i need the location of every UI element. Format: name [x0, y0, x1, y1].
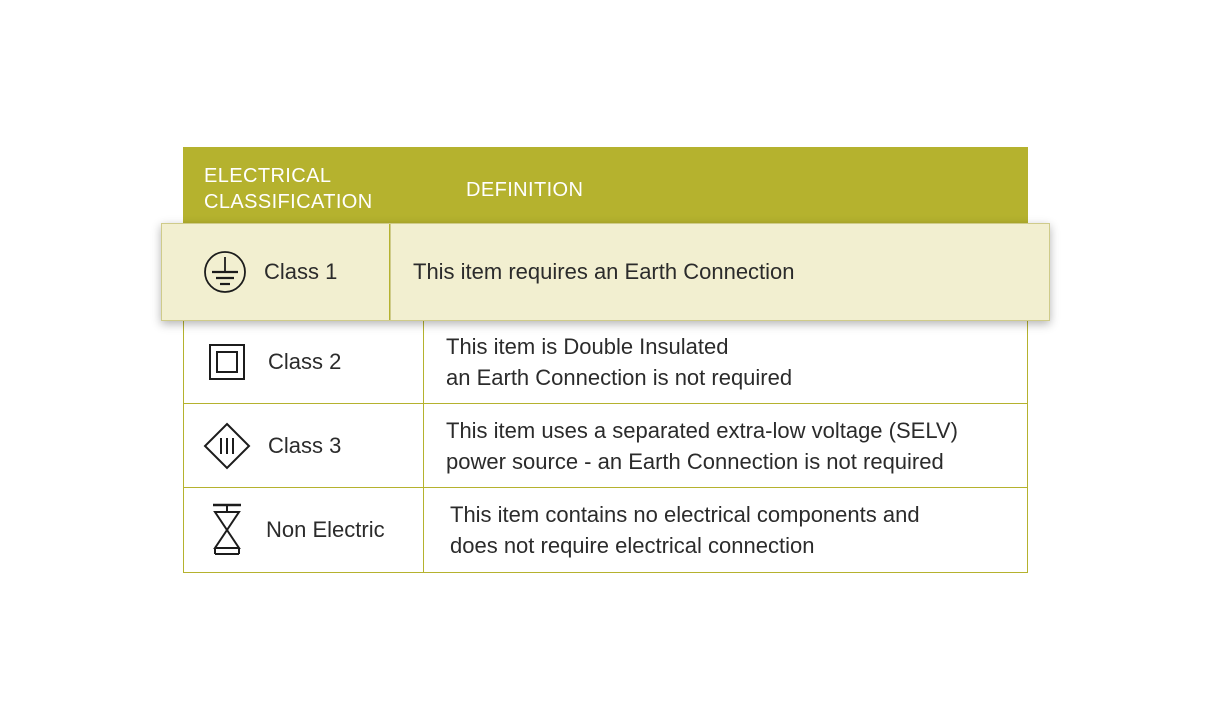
table-row[interactable] [184, 321, 1027, 404]
definition-line: This item contains no electrical components and [450, 502, 920, 527]
table-row[interactable] [161, 223, 1050, 321]
row-definition-cell [391, 247, 1049, 297]
definition-line: an Earth Connection is not required [446, 365, 793, 390]
table-body [183, 321, 1028, 573]
row-definition-cell [424, 321, 1027, 403]
selv-diamond-symbol-icon [198, 421, 256, 471]
table-header-electrical-classification [183, 147, 445, 223]
earth-ground-symbol-icon [198, 248, 252, 296]
definition-line: This item is Double Insulated [446, 334, 729, 359]
row-classification-cell [184, 488, 424, 572]
non-electric-hourglass-symbol-icon [198, 500, 256, 560]
definition-line: power source - an Earth Connection is not required [446, 448, 944, 474]
row-classification-cell [184, 404, 424, 487]
electrical-classification-table [183, 147, 1028, 573]
row-definition-cell [424, 489, 1027, 571]
row-classification-cell [184, 321, 424, 403]
row-class-label: Class 1 [264, 259, 338, 284]
definition-line: This item uses a separated extra-low voltage (SELV) [446, 417, 958, 443]
table-header-row [183, 147, 1028, 223]
header-label-definition: DEFINITION [466, 179, 584, 201]
table-row[interactable] [184, 404, 1027, 488]
table-row[interactable] [184, 488, 1027, 572]
row-class-label: Non Electric [266, 517, 385, 542]
definition-line: does not require electrical connection [450, 533, 815, 558]
row-classification-cell [162, 224, 390, 320]
header-label-line1: ELECTRICAL [204, 165, 332, 187]
row-definition-cell [424, 405, 1027, 487]
header-label-line2: CLASSIFICATION [204, 191, 373, 213]
row-class-label: Class 3 [268, 432, 342, 458]
double-insulated-square-symbol-icon [198, 340, 256, 384]
definition-line: This item requires an Earth Connection [413, 259, 795, 284]
row-class-label: Class 2 [268, 349, 342, 374]
table-header-definition [445, 147, 1028, 223]
